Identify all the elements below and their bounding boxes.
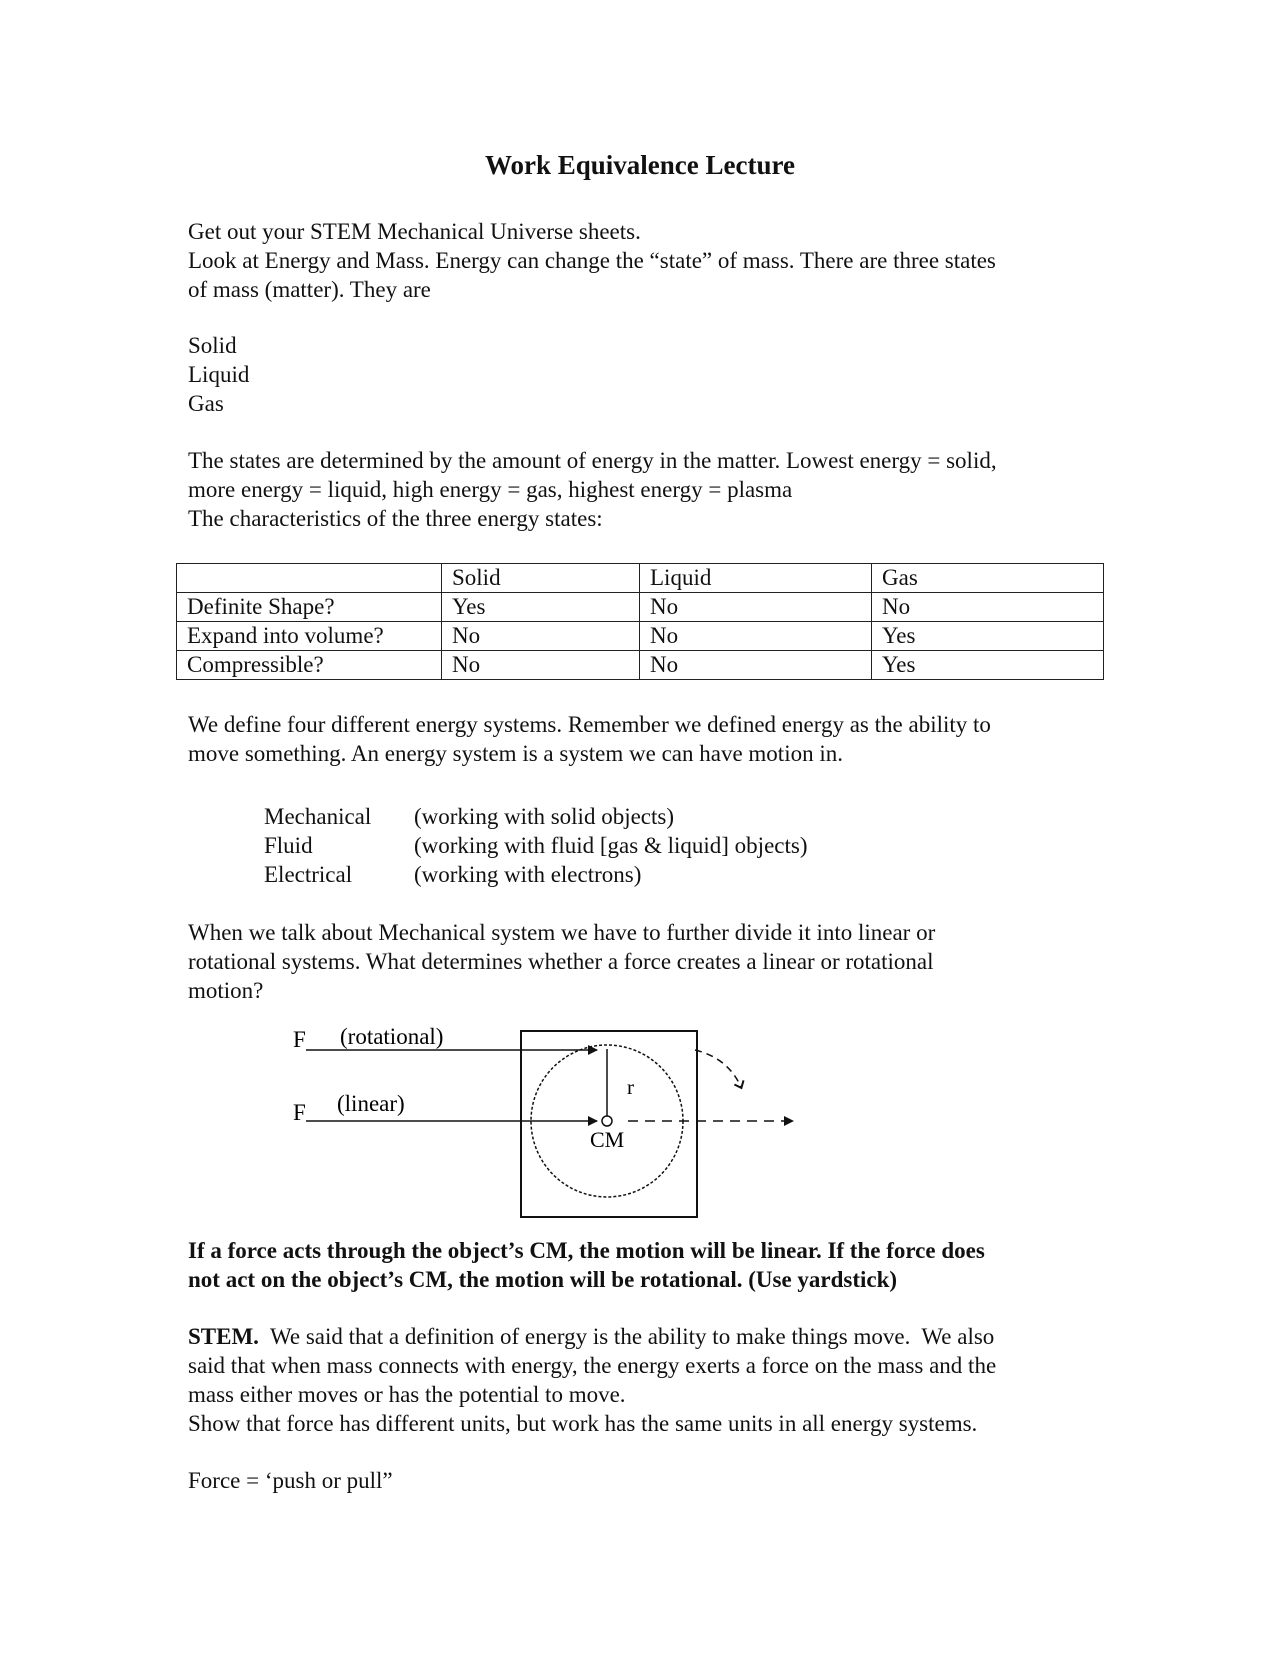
stem-line [188,1322,1088,1351]
intro-line: Look at Energy and Mass. Energy can change the “state” of mass. There are three states [188,248,996,273]
table-cell: No [872,593,1104,622]
table-cell: No [640,593,872,622]
table-header-cell: Solid [442,564,640,593]
systems-line: move something. An energy system is a system we can have motion in. [188,741,843,766]
mechanical-line: motion? [188,978,264,1003]
state-item: Solid [188,333,237,358]
states-line: The states are determined by the amount of energy in the matter. Lowest energy = solid, [188,448,997,473]
intro-line: Get out your STEM Mechanical Universe sheets. [188,219,641,244]
table-cell: No [442,651,640,680]
cm-point [602,1116,612,1126]
states-line: The characteristics of the three energy states: [188,506,603,531]
table-cell: Definite Shape? [177,593,442,622]
page-title: Work Equivalence Lecture [485,150,795,180]
systems-line: We define four different energy systems. Remember we defined energy as the ability to [188,712,991,737]
rotational-label: (rotational) [340,1024,444,1049]
table-cell: Compressible? [177,651,442,680]
state-item: Gas [188,391,224,416]
linear-label: (linear) [337,1091,405,1116]
table-cell: No [640,622,872,651]
system-name: Fluid [264,833,313,858]
stem-line: mass either moves or has the potential to move. [188,1382,626,1407]
conclusion-line: If a force acts through the object’s CM, the motion will be linear. If the force does [188,1238,985,1263]
force-definition: Force = ‘push or pull” [188,1468,393,1493]
intro-line: of mass (matter). They are [188,277,431,302]
states-line: more energy = liquid, high energy = gas, highest energy = plasma [188,477,793,502]
table-cell: No [640,651,872,680]
mechanical-line: rotational systems. What determines whether a force creates a linear or rotational [188,949,934,974]
table-cell: Yes [442,593,640,622]
stem-paragraph [188,1322,1088,1438]
rotation-arrow [695,1050,741,1087]
system-desc: (working with fluid [gas & liquid] objects) [414,833,808,858]
cm-label: CM [590,1127,625,1152]
radius-label: r [627,1075,634,1099]
table-cell: No [442,622,640,651]
table-header-cell: Gas [872,564,1104,593]
system-name: Mechanical [264,804,372,829]
force-rot-label: F [293,1027,306,1052]
stem-line: said that when mass connects with energy, the energy exerts a force on the mass and the [188,1353,997,1378]
stem-line: Show that force has different units, but work has the same units in all energy systems. [188,1411,978,1436]
conclusion-paragraph [188,1236,1088,1294]
table-cell: Expand into volume? [177,622,442,651]
state-item: Liquid [188,362,250,387]
conclusion-line: not act on the object’s CM, the motion will be rotational. (Use yardstick) [188,1267,898,1292]
mechanical-line: When we talk about Mechanical system we have to further divide it into linear or [188,920,936,945]
table-cell: Yes [872,651,1104,680]
stem-lead: STEM. [188,1324,259,1349]
force-lin-label: F [293,1100,306,1125]
system-name: Electrical [264,862,353,887]
system-desc: (working with solid objects) [414,804,674,829]
table-cell: Yes [872,622,1104,651]
table-header-cell: Liquid [640,564,872,593]
stem-text: We said that a definition of energy is the ability to make things move. We also [258,1324,995,1349]
system-desc: (working with electrons) [414,862,642,887]
